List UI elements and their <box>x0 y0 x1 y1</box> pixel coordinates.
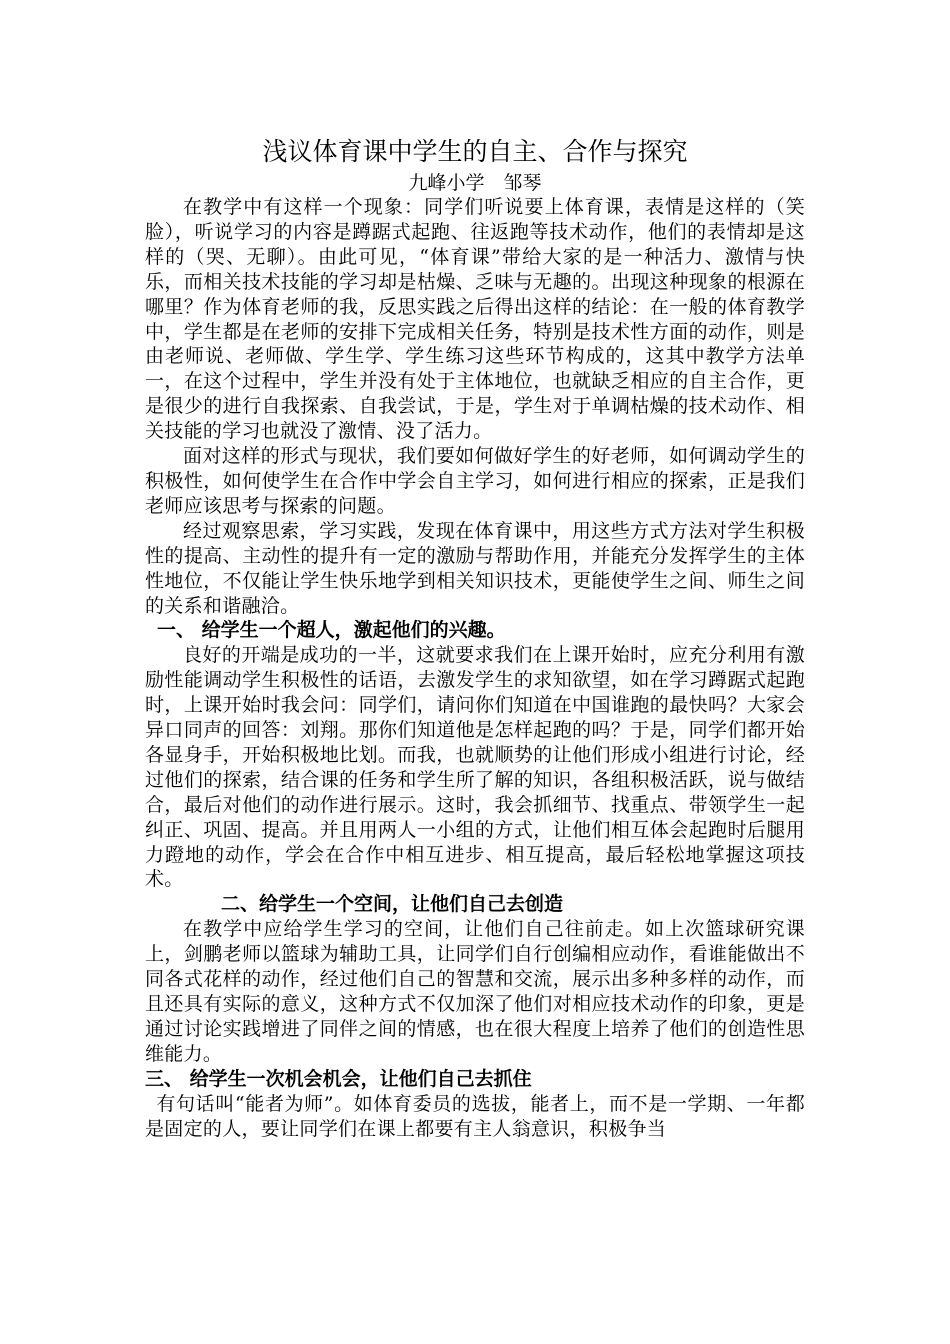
document-title: 浅议体育课中学生的自主、合作与探究 <box>262 137 688 166</box>
section-heading-2: 二、给学生一个空间，让他们自己去创造 <box>221 893 564 916</box>
section-body-3: 有句话叫“能者为师”。如体育委员的选拔，能者上，而不是一学期、一年都是固定的人，要让同学们在课上都要有主人翁意识，积极争当 <box>145 1092 805 1140</box>
section-body-2: 在教学中应给学生学习的空间，让他们自己往前走。如上次篮球研究课上，剑鹏老师以篮球为辅助工具，让同学们自行创编相应动作，看谁能做出不同各式花样的动作，经过他们自己的智慧和交流，展示出多种多样的动作，而且还具有实际的意义，这种方式不仅加深了他们对相应技术动作的印象，更是通过讨论实践增进了同伴之间的情感，也在很大程度上培养了他们的创造性思维能力。 <box>145 918 805 1065</box>
section-heading-1: 一、 给学生一个超人，激起他们的兴趣。 <box>157 619 506 642</box>
document-body <box>145 137 805 1141</box>
intro-paragraph-2: 面对这样的形式与现状，我们要如何做好学生的好老师，如何调动学生的积极性，如何使学生在合作中学会自主学习，如何进行相应的探索，正是我们老师应该思考与探索的问题。 <box>145 445 805 517</box>
intro-paragraph-3: 经过观察思索，学习实践，发现在体育课中，用这些方式方法对学生积极性的提高、主动性的提升有一定的激励与帮助作用，并能充分发挥学生的主体性地位，不仅能让学生快乐地学到相关知识技术，更能使学生之间、师生之间的关系和谐融洽。 <box>145 519 805 617</box>
section-heading-3: 三、 给学生一次机会机会，让他们自己去抓住 <box>145 1067 532 1090</box>
document-author: 九峰小学 邹琴 <box>408 172 542 194</box>
intro-paragraph-1: 在教学中有这样一个现象：同学们听说要上体育课，表情是这样的（笑脸），听说学习的内容是蹲踞式起跑、往返跑等技术动作，他们的表情却是这样的（哭、无聊）。由此可见，“体育课”带给大家的是一种活力、激情与快乐，而相关技术技能的学习却是枯燥、乏味与无趣的。出现这种现象的根源在哪里？作为体育老师的我，反思实践之后得出这样的结论：在一般的体育教学中，学生都是在老师的安排下完成相关任务，特别是技术性方面的动作，则是由老师说、老师做、学生学、学生练习这些环节构成的，这其中教学方法单一，在这个过程中，学生并没有处于主体地位，也就缺乏相应的自主合作，更是很少的进行自我探索、自我尝试，于是，学生对于单调枯燥的技术动作、相关技能的学习也就没了激情、没了活力。 <box>145 196 805 443</box>
section-body-1: 良好的开端是成功的一半，这就要求我们在上课开始时，应充分利用有激励性能调动学生积极性的话语，去激发学生的求知欲望，如在学习蹲踞式起跑时，上课开始时我会问：同学们，请问你们知道在中国谁跑的最快吗？大家会异口同声的回答：刘翔。那你们知道他是怎样起跑的吗？于是，同学们都开始各显身手，开始积极地比划。而我，也就顺势的让他们形成小组进行讨论，经过他们的探索，结合课的任务和学生所了解的知识，各组积极活跃，说与做结合，最后对他们的动作进行展示。这时，我会抓细节、找重点、带领学生一起纠正、巩固、提高。并且用两人一小组的方式，让他们相互体会起跑时后腿用力蹬地的动作，学会在合作中相互进步、相互提高，最后轻松地掌握这项技术。 <box>145 644 805 891</box>
